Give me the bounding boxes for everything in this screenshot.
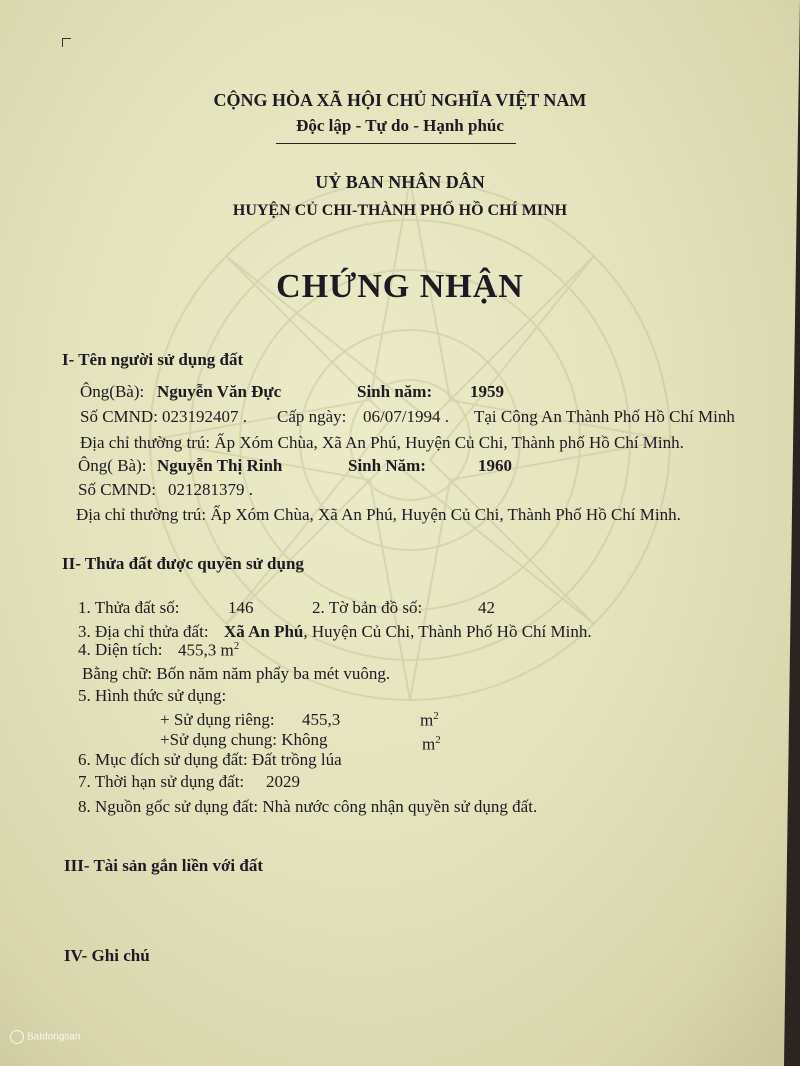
section-3-heading: III- Tài sản gắn liền với đất bbox=[64, 856, 263, 875]
person2-birth-year: 1960 bbox=[478, 456, 512, 475]
private-use-unit: m bbox=[420, 710, 434, 730]
private-use-value: 455,3 bbox=[302, 710, 341, 729]
parcel-address-rest: , Huyện Củ Chi, Thành Phố Hồ Chí Minh. bbox=[303, 622, 592, 641]
person1-id-label: Số CMND: bbox=[80, 407, 158, 426]
corner-mark bbox=[62, 38, 71, 47]
watermark bbox=[10, 1030, 80, 1044]
document-title: CHỨNG NHẬN bbox=[276, 268, 524, 305]
authority-heading: UỶ BAN NHÂN DÂN bbox=[315, 172, 485, 192]
person1-issued-place: Tại Công An Thành Phố Hồ Chí Minh bbox=[474, 407, 735, 426]
area-in-words: Bằng chữ: Bốn năm năm phẩy ba mét vuông. bbox=[82, 664, 391, 683]
person2-name: Nguyễn Thị Rinh bbox=[157, 456, 283, 475]
map-sheet-number: 42 bbox=[478, 598, 495, 617]
person2-birth-label: Sinh Năm: bbox=[348, 456, 426, 475]
watermark-logo-icon bbox=[10, 1030, 24, 1044]
person1-name: Nguyễn Văn Đực bbox=[157, 382, 282, 401]
person1-birth-year: 1959 bbox=[470, 382, 504, 401]
use-term-label: 7. Thời hạn sử dụng đất: bbox=[78, 772, 245, 791]
land-origin: 8. Nguồn gốc sử dụng đất: Nhà nước công nhận quyền sử dụng đất. bbox=[78, 797, 538, 816]
nation-heading: CỘNG HÒA XÃ HỘI CHỦ NGHĨA VIỆT NAM bbox=[213, 90, 587, 110]
parcel-number: 146 bbox=[228, 598, 254, 617]
use-term-value: 2029 bbox=[266, 772, 300, 791]
person1-birth-label: Sinh năm: bbox=[357, 382, 433, 401]
motto: Độc lập - Tự do - Hạnh phúc bbox=[296, 116, 504, 135]
parcel-address-label: 3. Địa chỉ thửa đất: bbox=[78, 622, 209, 641]
area-unit: m bbox=[220, 640, 234, 660]
usage-form-label: 5. Hình thức sử dụng: bbox=[78, 686, 227, 705]
land-purpose: 6. Mục đích sử dụng đất: Đất trồng lúa bbox=[78, 750, 342, 769]
person1-label: Ông(Bà): bbox=[80, 382, 145, 401]
area-label: 4. Diện tích: bbox=[78, 640, 163, 659]
shared-use-unit: m bbox=[422, 734, 436, 754]
person2-id-label: Số CMND: bbox=[78, 480, 156, 499]
watermark-text: Batdongsan bbox=[27, 1031, 81, 1043]
private-use-label: + Sử dụng riêng: bbox=[160, 710, 275, 729]
parcel-number-label: 1. Thửa đất số: bbox=[78, 598, 180, 617]
person2-address: Địa chỉ thường trú: Ấp Xóm Chùa, Xã An Phú, Huyện Củ Chi, Thành Phố Hồ Chí Minh. bbox=[76, 505, 681, 524]
shared-use-label: +Sử dụng chung: Không bbox=[160, 730, 328, 749]
section-4-heading: IV- Ghi chú bbox=[64, 946, 150, 965]
section-1-heading: I- Tên người sử dụng đất bbox=[62, 350, 244, 369]
motto-underline bbox=[276, 143, 516, 144]
person2-id: 021281379 . bbox=[168, 480, 253, 499]
person2-label: Ông( Bà): bbox=[78, 456, 147, 475]
person1-issued-label: Cấp ngày: bbox=[277, 407, 347, 426]
parcel-commune: Xã An Phú bbox=[224, 622, 304, 641]
private-use-unit-superscript: 2 bbox=[433, 710, 439, 722]
person1-issued-date: 06/07/1994 . bbox=[363, 407, 449, 426]
person1-id: 023192407 . bbox=[162, 407, 247, 426]
area-unit-superscript: 2 bbox=[233, 640, 240, 652]
section-2-heading: II- Thửa đất được quyền sử dụng bbox=[62, 554, 304, 573]
district-heading: HUYỆN CỦ CHI-THÀNH PHỐ HỒ CHÍ MINH bbox=[232, 202, 568, 219]
area-value: 455,3 bbox=[178, 640, 217, 660]
person1-address: Địa chỉ thường trú: Ấp Xóm Chùa, Xã An Phú, Huyện Củ Chi, Thành phố Hồ Chí Minh. bbox=[80, 433, 684, 452]
shared-use-unit-superscript: 2 bbox=[435, 734, 441, 746]
map-sheet-label: 2. Tờ bản đồ số: bbox=[312, 598, 423, 617]
